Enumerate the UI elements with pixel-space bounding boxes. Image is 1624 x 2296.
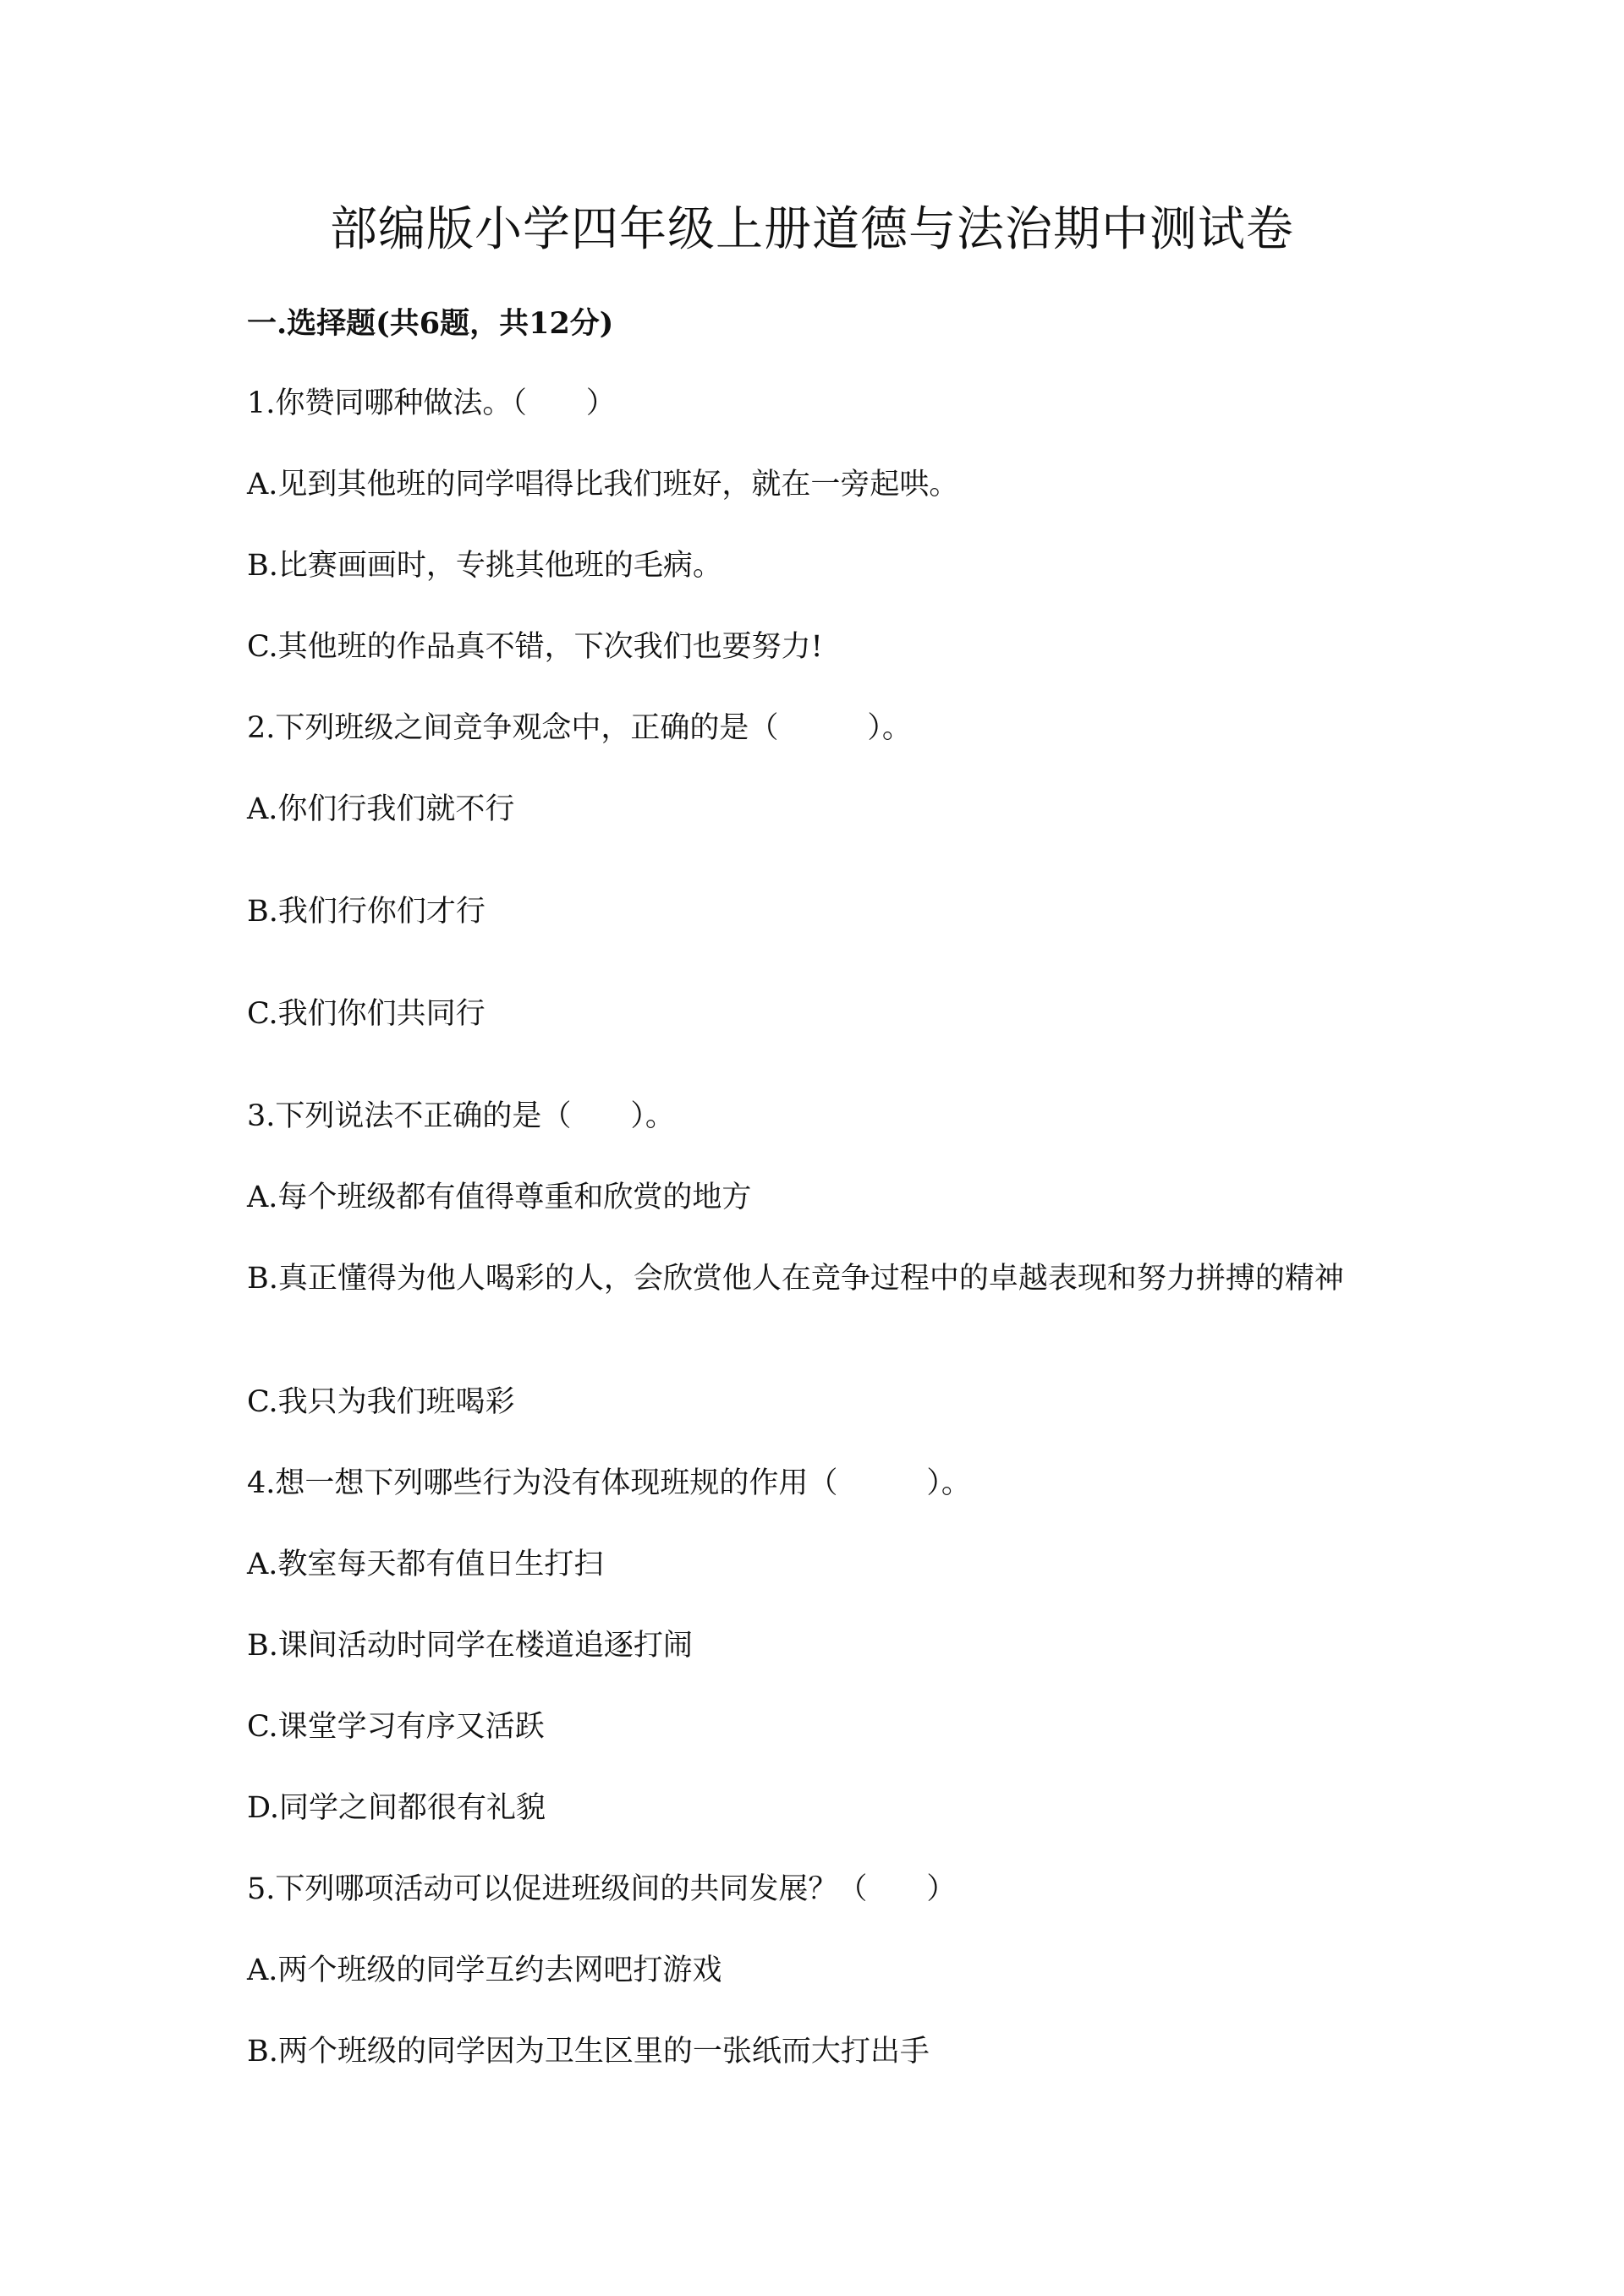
question-option: C.我只为我们班喝彩	[247, 1385, 515, 1419]
question-option: C.课堂学习有序又活跃	[247, 1710, 545, 1744]
question-option: B.课间活动时同学在楼道追逐打闹	[247, 1629, 693, 1663]
question-stem: 3.下列说法不正确的是（ ）。	[247, 1099, 675, 1133]
question-option: B.比赛画画时，专挑其他班的毛病。	[247, 549, 722, 583]
question-option: B.两个班级的同学因为卫生区里的一张纸而大打出手	[247, 2035, 930, 2069]
question-stem: 4.想一想下列哪些行为没有体现班规的作用（ ）。	[247, 1466, 971, 1500]
question-option: D.同学之间都很有礼貌	[247, 1791, 546, 1825]
question-option: B.我们行你们才行	[247, 895, 486, 929]
question-option: C.其他班的作品真不错，下次我们也要努力!	[247, 630, 823, 664]
question-option: A.两个班级的同学互约去网吧打游戏	[247, 1954, 722, 1987]
question-option: C.我们你们共同行	[247, 997, 486, 1031]
question-option: A.见到其他班的同学唱得比我们班好，就在一旁起哄。	[247, 468, 959, 501]
section-heading: 一.选择题(共6题，共12分)	[247, 306, 614, 341]
question-option: B.真正懂得为他人喝彩的人，会欣赏他人在竞争过程中的卓越表现和努力拼搏的精神	[247, 1262, 1344, 1296]
question-option: A.你们行我们就不行	[247, 792, 515, 826]
question-stem: 5.下列哪项活动可以促进班级间的共同发展？（ ）	[247, 1872, 957, 1906]
page-title: 部编版小学四年级上册道德与法治期中测试卷	[330, 202, 1294, 257]
question-stem: 2.下列班级之间竞争观念中，正确的是（ ）。	[247, 711, 912, 745]
question-option: A.教室每天都有值日生打扫	[247, 1548, 604, 1581]
question-option: A.每个班级都有值得尊重和欣赏的地方	[247, 1181, 752, 1214]
question-stem: 1.你赞同哪种做法。（ ）	[247, 386, 616, 420]
